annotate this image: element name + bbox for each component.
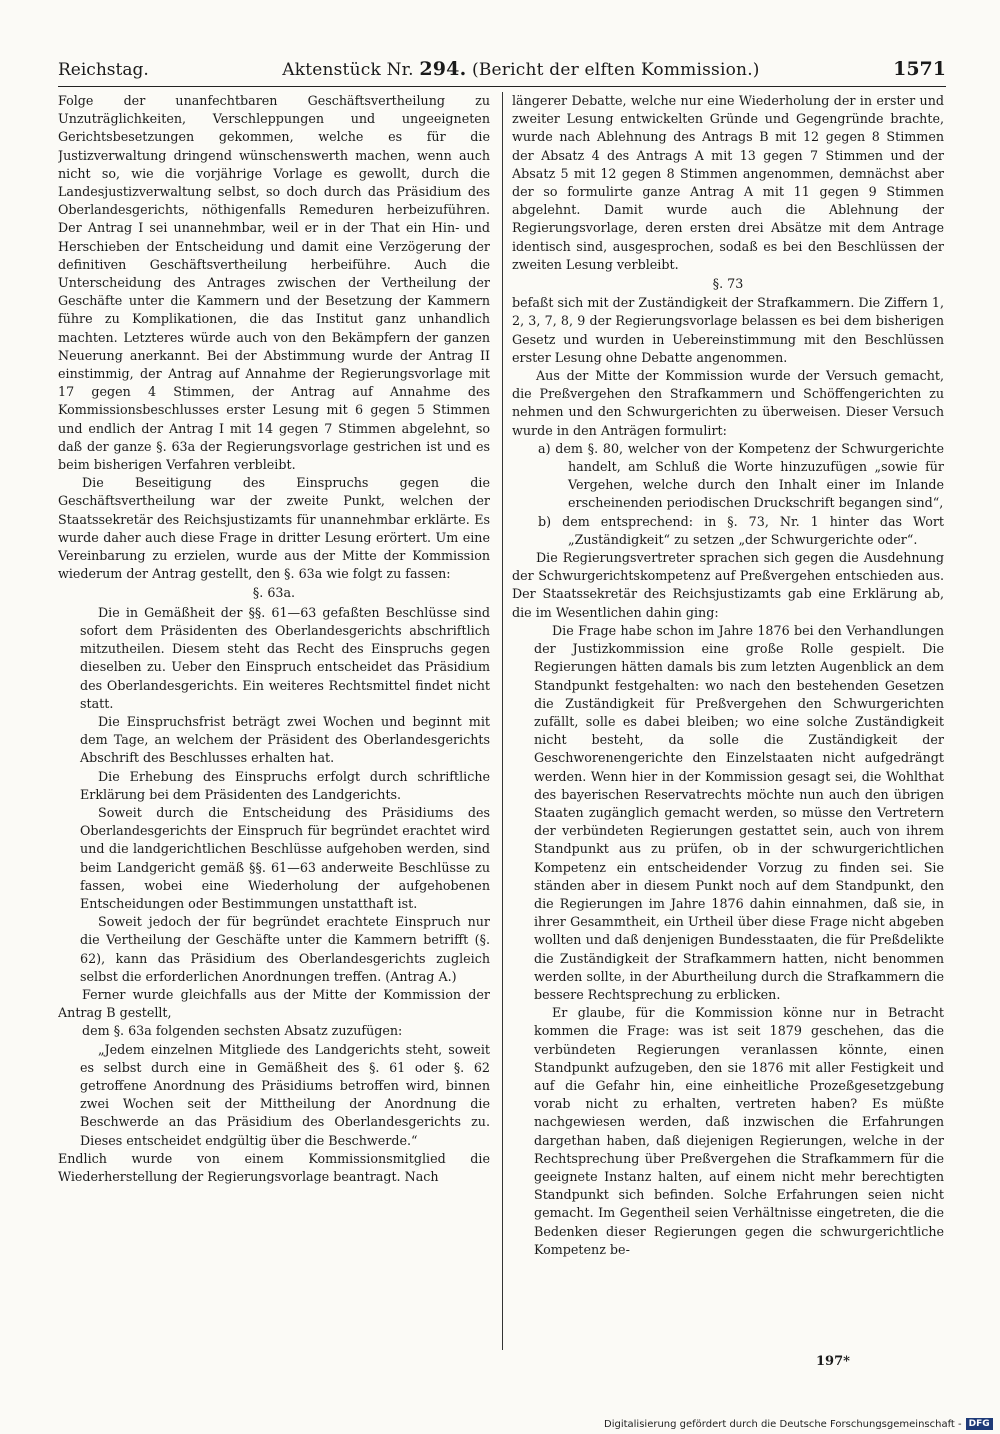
header-title bbox=[149, 58, 893, 80]
proposed-section-text bbox=[80, 604, 490, 986]
section-heading: §. 73 bbox=[712, 276, 744, 292]
right-column bbox=[512, 92, 944, 1352]
section-heading: §. 63a. bbox=[252, 585, 296, 601]
paragraph: Aus der Mitte der Kommission wurde der Versuch gemacht, die Preßvergehen den Strafkammern und Schöffengerichten zu nehmen und den Schwurgerichten zu überweisen. Dieser Versuch wurde in den Anträgen formulirt: bbox=[512, 368, 944, 438]
header-rule bbox=[58, 86, 946, 87]
paragraph: Die in Gemäßheit der §§. 61—63 gefaßten Beschlüsse sind sofort dem Präsidenten des Oberlandesgerichts abschriftlich mitzutheilen. Diesem steht das Recht des Einspruchs gegen dieselben zu. Ueber den Einspruch entscheidet das Präsidium des Oberlandesgerichts. Ein weiteres Rechtsmittel findet nicht statt. bbox=[80, 604, 490, 711]
paragraph: Die Beseitigung des Einspruchs gegen die Geschäftsvertheilung war der zweite Punkt, welchen der Staatssekretär des Reichsjustizamts für unannehmbar erklärte. Es wurde daher auch diese Frage in dritter Lesung erörtert. Um eine Vereinbarung zu erzielen, wurde aus der Mitte der Kommission wiederum der Antrag gestellt, den §. 63a wie folgt zu fassen: bbox=[58, 475, 490, 582]
quoted-amendment bbox=[80, 1041, 490, 1150]
statement-block bbox=[534, 622, 944, 1259]
header-title-post: (Bericht der elften Kommission.) bbox=[472, 60, 760, 80]
paragraph: Die Einspruchsfrist beträgt zwei Wochen und beginnt mit dem Tage, an welchem der Präsident des Oberlandesgerichts Abschrift des Beschlusses erhalten hat. bbox=[80, 713, 490, 766]
dfg-logo-icon: DFG bbox=[966, 1418, 993, 1430]
paragraph: Die Erhebung des Einspruchs erfolgt durch schriftliche Erklärung bei dem Präsidenten des Landgerichts. bbox=[80, 768, 490, 802]
page-number: 1571 bbox=[893, 58, 946, 80]
paragraph: längerer Debatte, welche nur eine Wiederholung der in erster und zweiter Lesung entwickelten Gründe und Gegengründe brachte, wurde nach Ablehnung des Antrags B mit 12 gegen 8 Stimmen der Absatz 4 des Antrags A mit 13 gegen 7 Stimmen und der Absatz 5 mit 12 gegen 8 Stimmen angenommen, demnächst aber der so formulirte ganze Antrag A mit 11 gegen 9 Stimmen abgelehnt. Damit wurde auch die Ablehnung der Regierungsvorlage, deren ersten drei Absätze mit dem Antrage identisch sind, ausgesprochen, sodaß es bei den Beschlüssen der zweiten Lesung verbleibt. bbox=[512, 93, 944, 272]
paragraph: Soweit jedoch der für begründet erachtete Einspruch nur die Vertheilung der Geschäfte unter die Kammern betrifft (§. 62), kann das Präsidium des Oberlandesgerichts zugleich selbst die erforderlichen Anordnungen treffen. (Antrag A.) bbox=[80, 914, 490, 984]
paragraph: Soweit durch die Entscheidung des Präsidiums des Oberlandesgerichts der Einspruch für begründet erachtet wird und die landgerichtlichen Beschlüsse aufgehoben werden, sind beim Landgericht gemäß §§. 61—63 anderweite Beschlüsse zu fassen, wobei eine Wiederholung der aufgehobenen Entscheidungen oder Bestimmungen unstatthaft ist. bbox=[80, 804, 490, 911]
header-title-pre: Aktenstück Nr. bbox=[282, 60, 414, 80]
paragraph: Ferner wurde gleichfalls aus der Mitte der Kommission der Antrag B gestellt, bbox=[58, 986, 490, 1021]
list-item: b) dem entsprechend: in §. 73, Nr. 1 hinter das Wort „Zuständigkeit“ zu setzen „der Schwurgerichte oder“. bbox=[538, 513, 944, 547]
column-divider bbox=[502, 92, 503, 1350]
paragraph: Die Regierungsvertreter sprachen sich gegen die Ausdehnung der Schwurgerichtskompetenz auf Preßvergehen entschieden aus. Der Staatssekretär des Reichsjustizamts gab eine Erklärung ab, die im Wesentlichen dahin ging: bbox=[512, 550, 944, 620]
page-header bbox=[58, 58, 946, 84]
paragraph: Endlich wurde von einem Kommissionsmitglied die Wiederherstellung der Regierungsvorlage beantragt. Nach bbox=[58, 1150, 490, 1184]
paragraph: befaßt sich mit der Zuständigkeit der Strafkammern. Die Ziffern 1, 2, 3, 7, 8, 9 der Regierungsvorlage belassen es bei dem bisherigen Gesetz und wurden in Uebereinstimmung mit den Beschlüssen erster Lesung ohne Debatte angenommen. bbox=[512, 295, 944, 365]
left-column bbox=[58, 92, 490, 1352]
paragraph: Er glaube, für die Kommission könne nur in Betracht kommen die Frage: was ist seit 1879 geschehen, das die verbündeten Regierungen veranlassen könnte, einen Standpunkt aufzugeben, den sie 1876 mit aller Festigkeit und auf die Gefahr hin, eine einheitliche Prozeßgesetzgebung vorab nicht zu erhalten, vertreten haben? Es müßte nachgewiesen werden, daß inzwischen die Erfahrungen dargethan haben, daß diejenigen Regierungen, welche in der Rechtsprechung über Preßvergehen die Strafkammern für die geeignete Instanz halten, auf einem nicht mehr berechtigten Standpunkt sich befinden. Solche Erfahrungen seien nicht gemacht. Im Gegentheil seien Verhältnisse eingetreten, die die Bedenken dieser Regierungen gegen die schwurgerichtliche Kompetenz be- bbox=[534, 1005, 944, 1257]
paragraph: „Jedem einzelnen Mitgliede des Landgerichts steht, soweit es selbst durch eine in Gemäßheit des §. 61 oder §. 62 getroffene Anordnung des Präsidiums betroffen wird, binnen zwei Wochen seit der Mittheilung der Anordnung die Beschwerde an das Präsidium des Oberlandesgerichts zu. Dieses entscheidet endgültig über die Beschwerde.“ bbox=[80, 1041, 490, 1148]
digitization-footer bbox=[604, 1418, 993, 1430]
footer-text: Digitalisierung gefördert durch die Deutsche Forschungsgemeinschaft - bbox=[604, 1418, 962, 1430]
motion-list bbox=[512, 440, 944, 549]
header-left: Reichstag. bbox=[58, 60, 149, 80]
signature-mark: 197* bbox=[816, 1354, 850, 1369]
paragraph: dem §. 63a folgenden sechsten Absatz zuzufügen: bbox=[82, 1023, 403, 1039]
paragraph: Die Frage habe schon im Jahre 1876 bei den Verhandlungen der Justizkommission eine große Rolle gespielt. Die Regierungen hätten damals bis zum letzten Augenblick an dem Standpunkt festgehalten: wo nach den bestehenden Gesetzen die Zuständigkeit für Preßvergehen den Schwurgerichten zufällt, solle es dabei bleiben; wo eine solche Zuständigkeit nicht besteht, da solle die Zuständigkeit der Geschworenengerichte den Einzelstaaten nicht aufgedrängt werden. Wenn hier in der Kommission gesagt sei, die Wohlthat des bayerischen Reservatrechts möchte nun auch den übrigen Staaten zugänglich gemacht werden, so müsse den Vertretern der verbündeten Regierungen gestattet sein, auch von ihrem Standpunkt aus zu prüfen, ob in der schwurgerichtlichen Kompetenz ein entscheidender Vorzug zu finden sei. Sie ständen aber in diesem Punkt noch auf dem Standpunkt, den die Regierungen im Jahre 1876 dahin einnahmen, daß sie, in ihrer Gesammtheit, ein Urtheil über diese Frage nicht abgeben wollten und daß denjenigen Bundesstaaten, die für Preßdelikte die Zuständigkeit der Strafkammern hatten, nicht benommen werden sollte, in der Aburtheilung durch die Strafkammern die bessere Rechtsprechung zu erblicken. bbox=[534, 622, 944, 1002]
header-document-number: 294. bbox=[419, 58, 467, 80]
list-item: a) dem §. 80, welcher von der Kompetenz der Schwurgerichte handelt, am Schluß die Worte hinzuzufügen „sowie für Vergehen, welche durch den Inhalt einer im Inlande erscheinenden periodischen Druckschrift begangen sind“, bbox=[538, 440, 944, 511]
paragraph: Folge der unanfechtbaren Geschäftsvertheilung zu Unzuträglichkeiten, Verschleppungen und ungeeigneten Gerichtsbesetzungen gekommen, welche es für die Justizverwaltung dringend wünschenswerth machen, wenn auch nicht so, wie die vorjährige Vorlage es gewollt, durch die Landesjustizverwaltung selbst, so doch durch das Präsidium des Oberlandesgerichts, nöthigenfalls Remeduren herbeizuführen. Der Antrag I sei unannehmbar, weil er in der That ein Hin- und Herschieben der Entscheidung und damit eine Verzögerung der definitiven Geschäftsvertheilung herbeiführe. Auch die Unterscheidung des Antrages zwischen der Vertheilung der Geschäfte unter die Kammern und der Besetzung der Kammern führe zu Komplikationen, die das Institut ganz unhandlich machten. Letzteres würde auch von den Bekämpfern der ganzen Neuerung anerkannt. Bei der Abstimmung wurde der Antrag II einstimmig, der Antrag auf Annahme der Regierungsvorlage mit 17 gegen 4 Stimmen, der Antrag auf Annahme des Kommissionsbeschlusses erster Lesung mit 6 gegen 5 Stimmen und endlich der Antrag I mit 14 gegen 7 Stimmen abgelehnt, so daß der ganze §. 63a der Regierungsvorlage gestrichen ist und es beim bisherigen Verfahren verbleibt. bbox=[58, 93, 490, 473]
